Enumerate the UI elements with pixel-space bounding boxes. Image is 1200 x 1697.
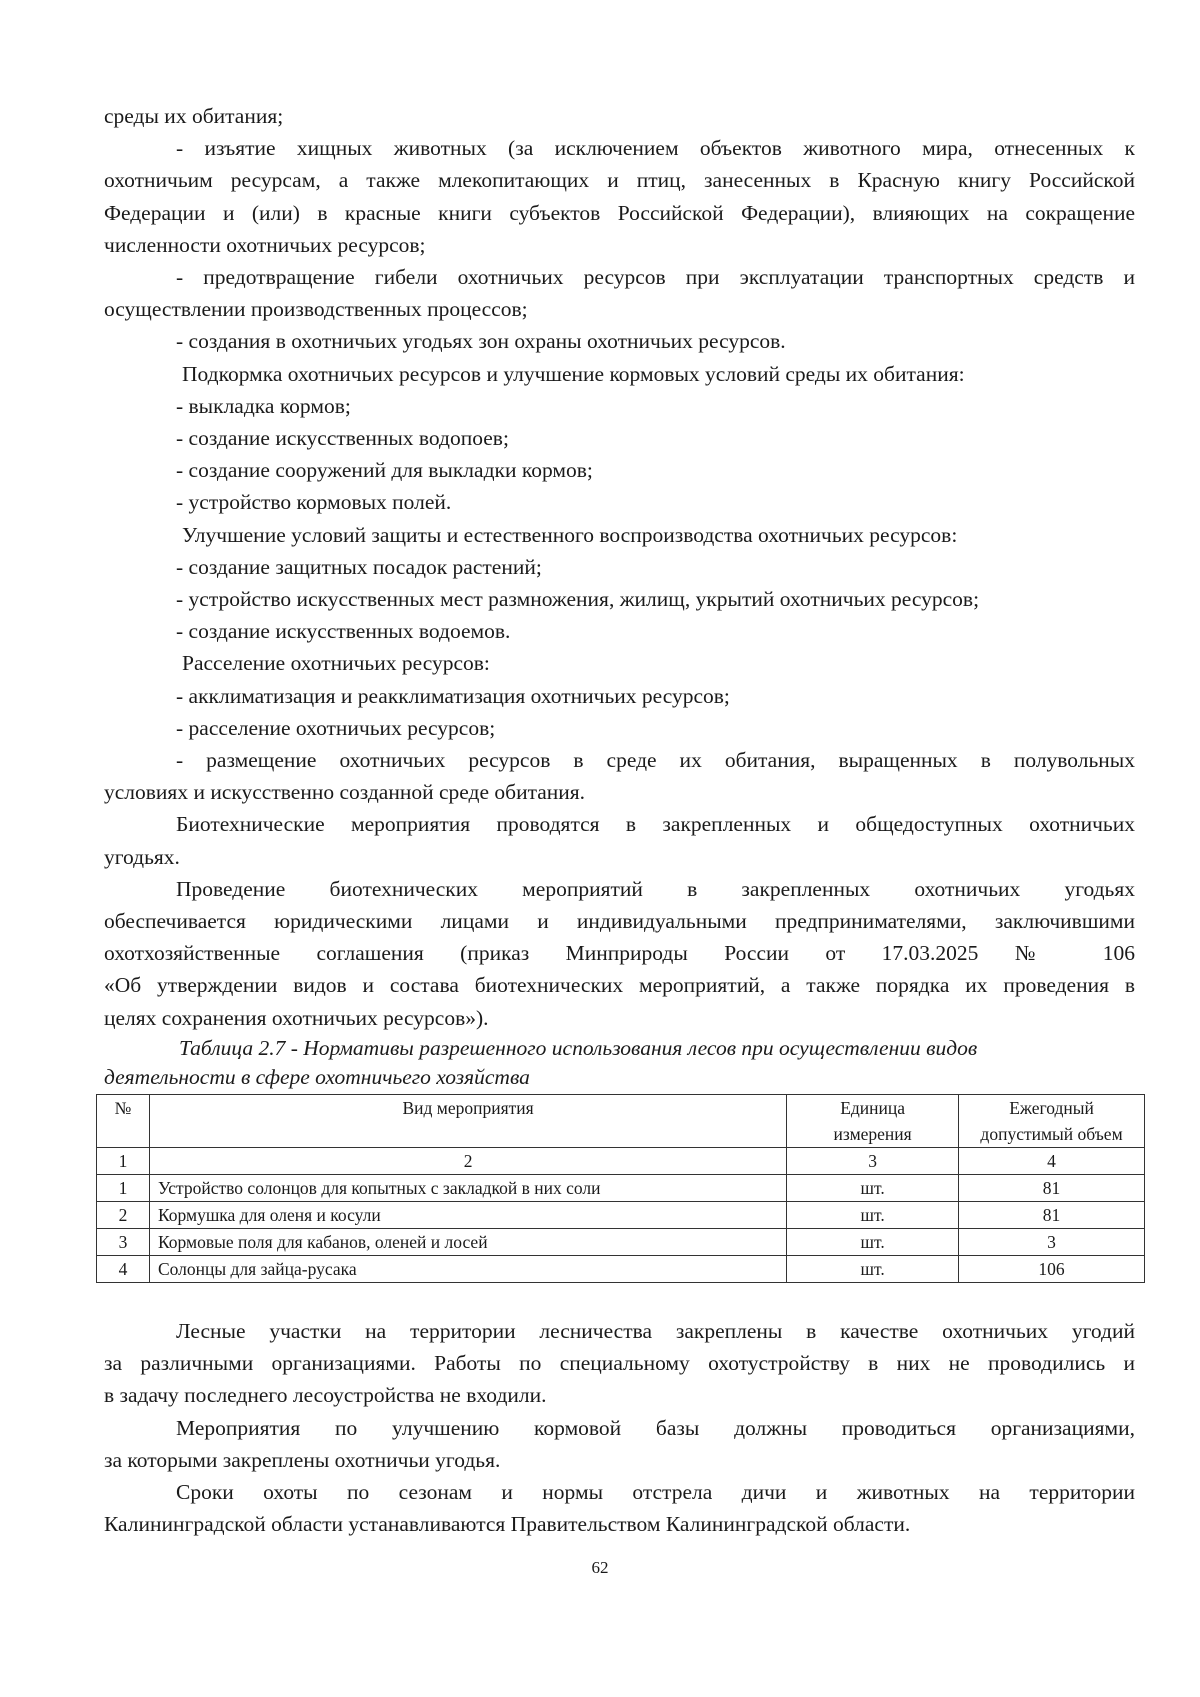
row-activity: Устройство солонцов для копытных с закладкой в них соли	[149, 1174, 786, 1201]
row-activity: Кормушка для оленя и косули	[149, 1201, 786, 1228]
text-line: - создания в охотничьих угодьях зон охраны охотничьих ресурсов.	[176, 329, 786, 354]
list-item: - выкладка кормов;	[176, 393, 351, 418]
header-unit	[787, 1094, 959, 1147]
text-line: обеспечивается юридическими лицами и индивидуальными предпринимателями, заключившими	[104, 909, 1135, 934]
list-item: - создание защитных посадок растений;	[176, 554, 542, 579]
text-line: Проведение биотехнических мероприятий в закрепленных охотничьих угодьях	[176, 876, 1135, 901]
row-num: 3	[97, 1228, 150, 1255]
row-volume: 81	[959, 1174, 1145, 1201]
table-header-row	[97, 1094, 1145, 1147]
text-line: угодьях.	[104, 844, 180, 869]
text-line: «Об утверждении видов и состава биотехнических мероприятий, а также порядка их проведения в	[104, 973, 1135, 998]
header-activity: Вид мероприятия	[149, 1094, 786, 1147]
text-line: за которыми закреплены охотничьи угодья.	[104, 1447, 501, 1472]
text-line: Мероприятия по улучшению кормовой базы должны проводиться организациями,	[176, 1415, 1135, 1440]
row-activity: Солонцы для зайца-русака	[149, 1255, 786, 1282]
table-row	[97, 1255, 1145, 1282]
table-caption: Таблица 2.7 - Нормативы разрешенного использования лесов при осуществлении видов	[179, 1035, 978, 1060]
header-unit-line: измерения	[833, 1123, 912, 1144]
section-heading: Подкормка охотничьих ресурсов и улучшение кормовых условий среды их обитания:	[182, 361, 965, 386]
text-line: численности охотничьих ресурсов;	[104, 232, 426, 257]
text-line: целях сохранения охотничьих ресурсов»).	[104, 1005, 489, 1030]
text-line: Калининградской области устанавливаются Правительством Калининградской области.	[104, 1512, 911, 1537]
section-heading: Расселение охотничьих ресурсов:	[182, 651, 490, 676]
text-line: охотничьим ресурсам, а также млекопитающих и птиц, занесенных в Красную книгу Российской	[104, 168, 1135, 193]
header-volume-line: допустимый объем	[980, 1123, 1123, 1144]
text-line: - изъятие хищных животных (за исключением объектов животного мира, отнесенных к	[176, 136, 1135, 161]
table-row	[97, 1228, 1145, 1255]
row-unit: шт.	[787, 1174, 959, 1201]
row-volume: 81	[959, 1201, 1145, 1228]
table-row	[97, 1174, 1145, 1201]
row-num: 2	[97, 1201, 150, 1228]
list-item: - создание искусственных водоемов.	[176, 619, 511, 644]
spacer	[104, 1283, 1135, 1315]
text-line: среды их обитания;	[104, 104, 284, 128]
header-volume	[959, 1094, 1145, 1147]
text-line: осуществлении производственных процессов;	[104, 297, 528, 322]
text-line: Федерации и (или) в красные книги субъектов Российской Федерации), влияющих на сокращение	[104, 200, 1135, 225]
table-cell: 3	[787, 1147, 959, 1174]
text-line: в задачу последнего лесоустройства не входили.	[104, 1383, 547, 1408]
table-cell: 2	[149, 1147, 786, 1174]
list-item: - акклиматизация и реакклиматизация охотничьих ресурсов;	[176, 683, 730, 708]
list-item: - создание сооружений для выкладки кормов;	[176, 458, 593, 483]
text-line: Биотехнические мероприятия проводятся в закрепленных и общедоступных охотничьих	[176, 812, 1135, 837]
table-row	[97, 1201, 1145, 1228]
list-item: - размещение охотничьих ресурсов в среде их обитания, выращенных в полувольных	[176, 748, 1135, 773]
list-item: - устройство искусственных мест размножения, жилищ, укрытий охотничьих ресурсов;	[176, 587, 980, 612]
row-unit: шт.	[787, 1228, 959, 1255]
row-num: 4	[97, 1255, 150, 1282]
document-page	[104, 100, 1135, 1540]
header-unit-line: Единица	[840, 1097, 906, 1118]
page-number: 62	[591, 1558, 609, 1577]
section-heading: Улучшение условий защиты и естественного воспроизводства охотничьих ресурсов:	[182, 522, 958, 547]
table-caption: деятельности в сфере охотничьего хозяйства	[104, 1064, 530, 1089]
text-line: Лесные участки на территории лесничества закреплены в качестве охотничьих угодий	[176, 1318, 1135, 1343]
row-activity: Кормовые поля для кабанов, оленей и лосей	[149, 1228, 786, 1255]
table-cell: 4	[959, 1147, 1145, 1174]
column-number-row	[97, 1147, 1145, 1174]
text-line: охотхозяйственные соглашения (приказ Минприроды России от 17.03.2025 № 106	[104, 941, 1135, 966]
text-line: за различными организациями. Работы по специальному охотустройству в них не проводились и	[104, 1351, 1135, 1376]
row-volume: 3	[959, 1228, 1145, 1255]
header-num: №	[97, 1094, 150, 1147]
text-line: условиях и искусственно созданной среде обитания.	[104, 780, 586, 805]
row-unit: шт.	[787, 1255, 959, 1282]
text-line: Сроки охоты по сезонам и нормы отстрела дичи и животных на территории	[176, 1479, 1135, 1504]
header-volume-line: Ежегодный	[1009, 1097, 1094, 1118]
table-cell: 1	[97, 1147, 150, 1174]
list-item: - устройство кормовых полей.	[176, 490, 452, 515]
row-num: 1	[97, 1174, 150, 1201]
row-unit: шт.	[787, 1201, 959, 1228]
list-item: - создание искусственных водопоев;	[176, 426, 509, 451]
text-line: - предотвращение гибели охотничьих ресурсов при эксплуатации транспортных средств и	[176, 265, 1135, 290]
row-volume: 106	[959, 1255, 1145, 1282]
list-item: - расселение охотничьих ресурсов;	[176, 715, 496, 740]
norms-table	[96, 1094, 1145, 1283]
